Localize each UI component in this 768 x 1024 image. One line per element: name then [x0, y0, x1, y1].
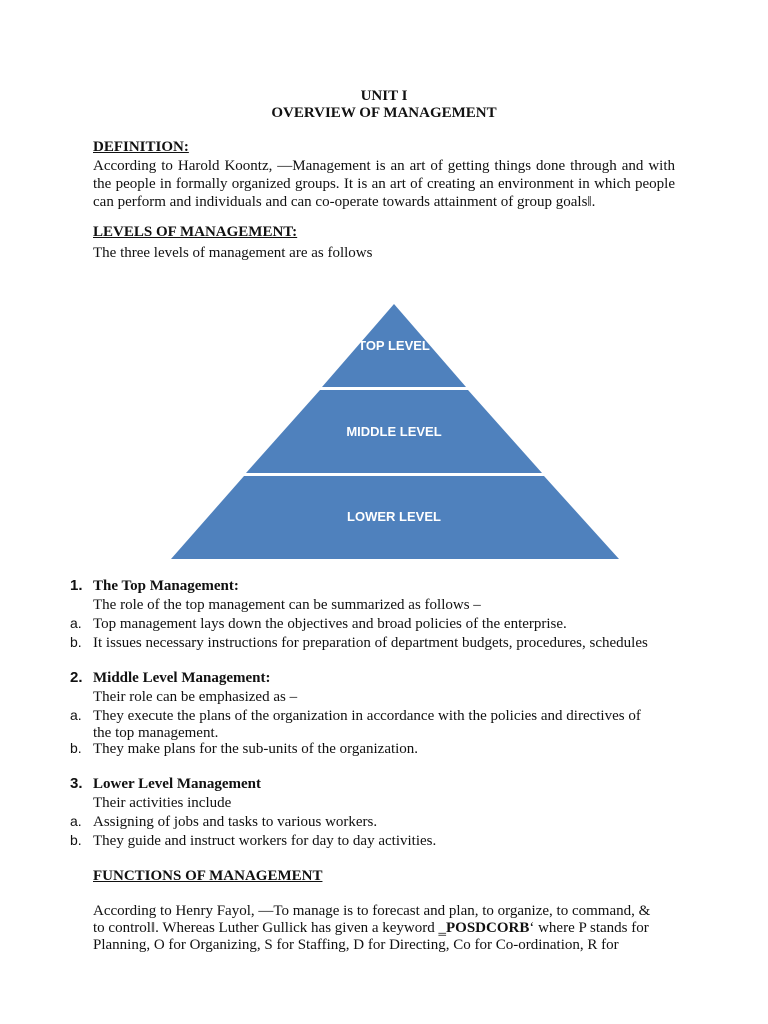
- section-3-item-a-letter: a.: [70, 813, 82, 829]
- pyramid-lower-label: LOWER LEVEL: [347, 509, 441, 524]
- unit-title: UNIT I: [360, 88, 408, 104]
- functions-line-3: Planning, O for Organizing, S for Staffing, D for Directing, Co for Co-ordination, R for: [93, 937, 619, 953]
- section-3-title: Lower Level Management: [93, 776, 262, 792]
- posdcorb-keyword: POSDCORB: [446, 920, 530, 936]
- section-1-item-a-letter: a.: [70, 615, 82, 631]
- levels-heading: LEVELS OF MANAGEMENT:: [93, 224, 298, 240]
- section-1-item-a: Top management lays down the objectives and broad policies of the enterprise.: [93, 616, 567, 632]
- definition-text: According to Harold Koontz, ―Management is an art of getting things done through and with the people in formally organized groups. It is an art of creating an environment in which people can perform and individuals and can co-operate towards attainment of group goals‖.: [93, 158, 675, 210]
- page-title: OVERVIEW OF MANAGEMENT: [271, 105, 497, 121]
- section-1-intro: The role of the top management can be summarized as follows –: [93, 597, 481, 613]
- functions-line-2-start: to control‖. Whereas Luther Gullick has given a keyword ‗: [93, 920, 446, 936]
- section-3-item-a: Assigning of jobs and tasks to various workers.: [93, 814, 378, 830]
- functions-line-2-end: ‘ where P stands for: [529, 920, 649, 936]
- section-2-item-a-letter: a.: [70, 707, 82, 723]
- functions-line-2: [93, 919, 649, 937]
- section-3-item-b: They guide and instruct workers for day to day activities.: [93, 833, 437, 849]
- section-3-item-b-letter: b.: [70, 832, 82, 848]
- functions-line-1: According to Henry Fayol, ―To manage is to forecast and plan, to organize, to command, &: [93, 903, 651, 919]
- section-3-intro: Their activities include: [93, 795, 232, 811]
- section-2-item-b: They make plans for the sub-units of the organization.: [93, 741, 419, 757]
- section-2-number: 2.: [70, 669, 83, 686]
- section-1-item-b: It issues necessary instructions for preparation of department budgets, procedures, schedules: [93, 635, 648, 651]
- section-1-item-b-letter: b.: [70, 634, 82, 650]
- section-2-intro: Their role can be emphasized as –: [93, 689, 298, 705]
- section-1-number: 1.: [70, 577, 83, 594]
- section-1-title: The Top Management:: [93, 578, 239, 594]
- pyramid-top-label: TOP LEVEL: [358, 338, 430, 353]
- pyramid-middle-label: MIDDLE LEVEL: [346, 424, 442, 439]
- section-2-title: Middle Level Management:: [93, 670, 271, 686]
- definition-heading: DEFINITION:: [93, 139, 189, 155]
- levels-intro: The three levels of management are as follows: [93, 245, 373, 261]
- functions-heading: FUNCTIONS OF MANAGEMENT: [93, 868, 323, 884]
- section-3-number: 3.: [70, 775, 83, 792]
- section-2-item-a-line-2: the top management.: [93, 725, 219, 741]
- section-2-item-a-line-1: They execute the plans of the organization in accordance with the policies and directives of: [93, 708, 641, 724]
- management-pyramid: [170, 302, 620, 560]
- section-2-item-b-letter: b.: [70, 740, 82, 756]
